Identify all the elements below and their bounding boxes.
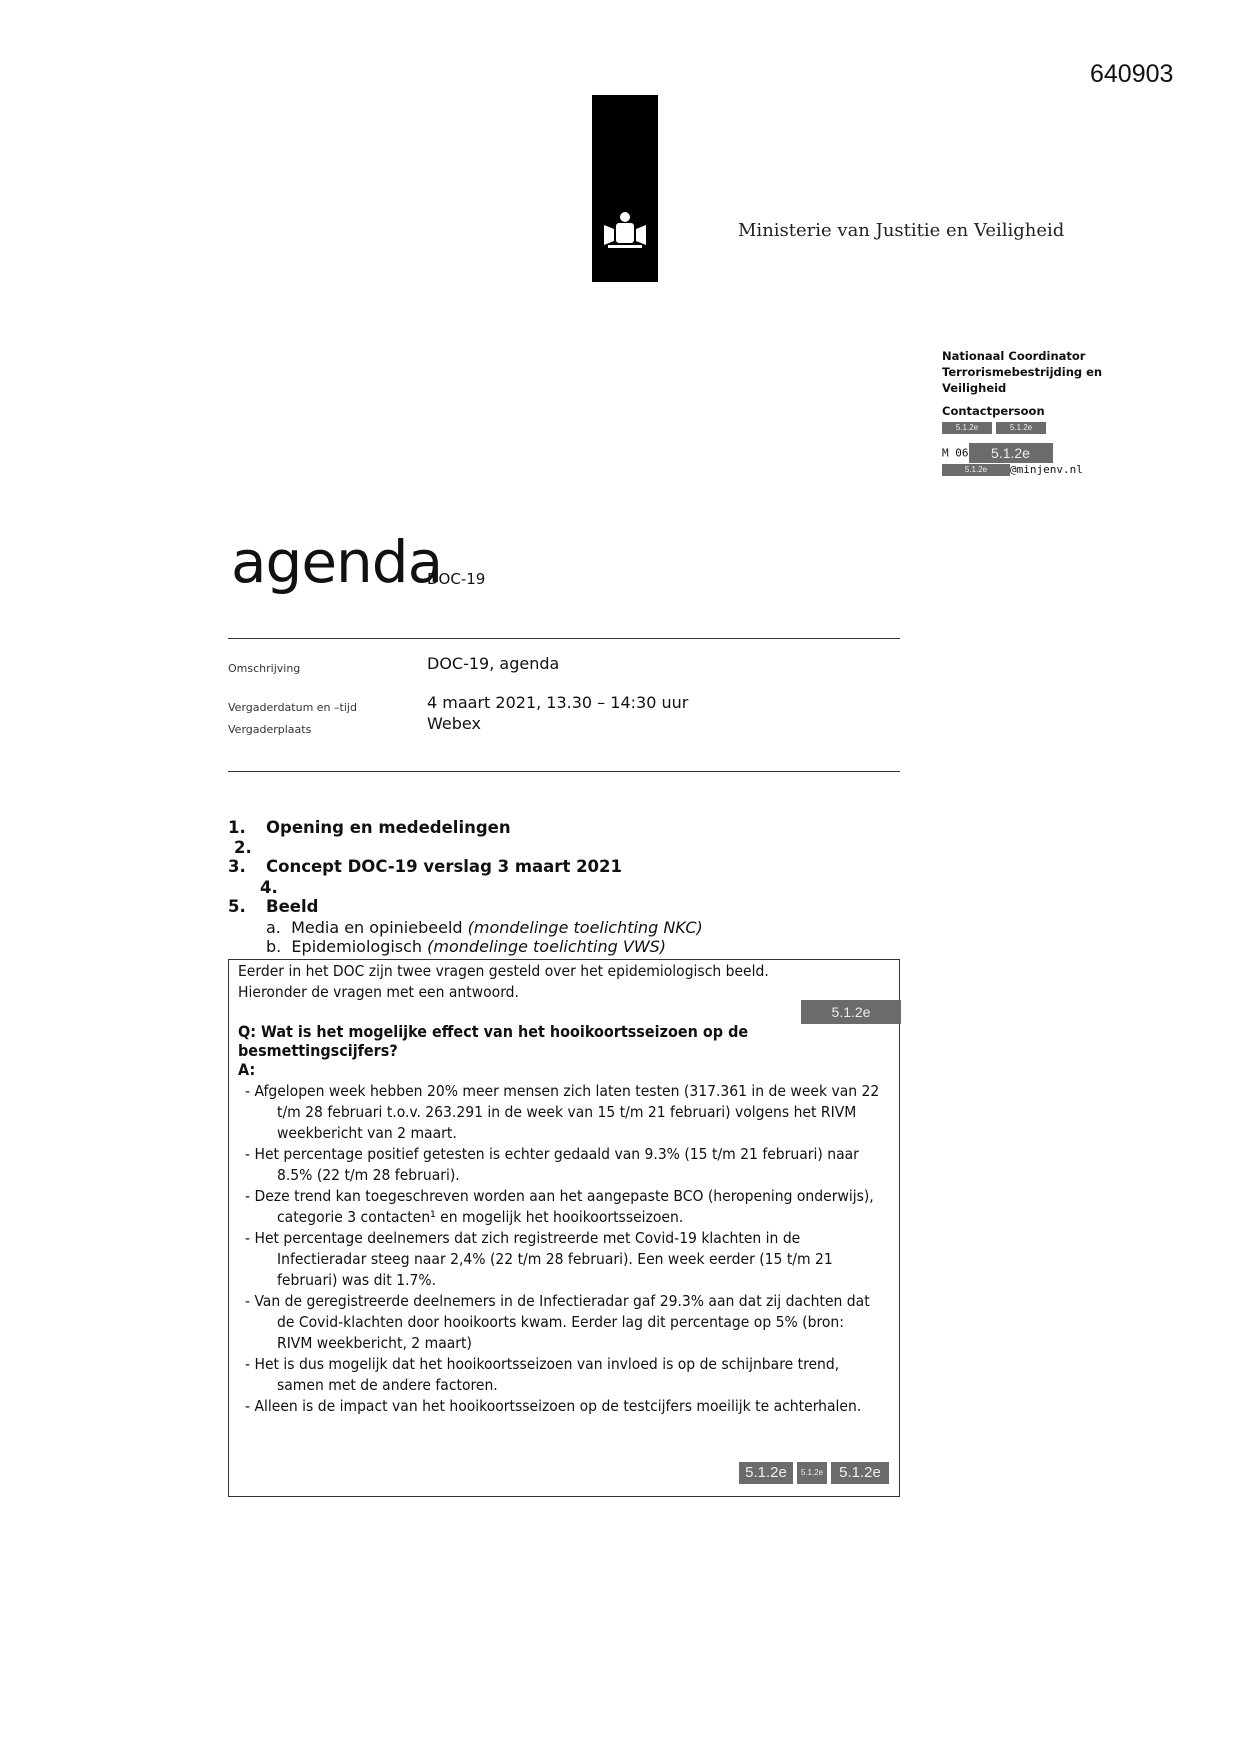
contact-label: Contactpersoon xyxy=(942,404,1045,418)
intro-text: Eerder in het DOC zijn twee vragen gesteld over het epidemiologisch beeld. xyxy=(238,962,769,980)
epidemiology-box xyxy=(228,959,900,1497)
sub-note: (mondelinge toelichting VWS) xyxy=(427,937,667,956)
agenda-item-2 xyxy=(234,838,252,857)
item-label: Beeld xyxy=(266,897,319,916)
answer-label: A: xyxy=(238,1060,256,1079)
question: Q: Wat is het mogelijke effect van het hooikoortsseizoen op de besmettingscijfers? xyxy=(238,1022,749,1060)
answer-bullet: - Het percentage deelnemers dat zich registreerde met Covid-19 klachten in de Infectieradar steeg naar 2,4% (22 t/m 28 februari). Een week eerder (15 t/m 21 februari) was dit 1.7%. xyxy=(245,1229,833,1289)
org-line: Nationaal Coordinator xyxy=(942,349,1086,363)
datum-value: 4 maart 2021, 13.30 – 14:30 uur xyxy=(427,693,689,712)
sub-item-a xyxy=(266,918,703,937)
phone-prefix: M 06 xyxy=(942,446,969,460)
item-number: 5. xyxy=(228,897,246,916)
item-label: Opening en mededelingen xyxy=(266,818,511,837)
answer-bullet: - Het is dus mogelijk dat het hooikoortsseizoen van invloed is op de schijnbare trend, samen met de andere factoren. xyxy=(245,1355,840,1394)
sub-letter: b. xyxy=(266,937,282,956)
intro-text: Hieronder de vragen met een antwoord. xyxy=(238,983,519,1001)
item-number: 4. xyxy=(260,878,278,897)
redaction: 5.1.2e xyxy=(942,422,992,434)
item-label: Concept DOC-19 verslag 3 maart 2021 xyxy=(266,857,622,876)
omschrijving-label: Omschrijving xyxy=(228,662,301,675)
omschrijving-value: DOC-19, agenda xyxy=(427,654,560,673)
contact-block xyxy=(942,348,1102,478)
answer-bullet: - Het percentage positief getesten is echter gedaald van 9.3% (15 t/m 21 februari) naar 8.5% (22 t/m 28 februari). xyxy=(245,1145,859,1184)
plaats-value: Webex xyxy=(427,714,481,733)
org-line: Veiligheid xyxy=(942,381,1007,395)
coat-of-arms-icon xyxy=(592,95,658,282)
divider xyxy=(228,771,900,772)
divider xyxy=(228,638,900,639)
redaction: 5.1.2e xyxy=(942,464,1010,476)
sub-letter: a. xyxy=(266,918,281,937)
redaction: 5.1.2e xyxy=(801,1000,901,1024)
agenda-item-1 xyxy=(228,818,511,837)
ministry-name: Ministerie van Justitie en Veiligheid xyxy=(738,220,1065,241)
datum-label: Vergaderdatum en –tijd xyxy=(228,701,357,714)
page-title: agenda xyxy=(231,528,443,596)
item-number: 3. xyxy=(228,857,246,876)
org-line: Terrorismebestrijding en xyxy=(942,365,1103,379)
agenda-item-3 xyxy=(228,857,622,876)
agenda-item-5 xyxy=(228,897,319,916)
redaction: 5.1.2e xyxy=(996,422,1046,434)
answer-bullet: - Deze trend kan toegeschreven worden aan het aangepaste BCO (heropening onderwijs), categorie 3 contacten¹ en mogelijk het hooikoortsseizoen. xyxy=(245,1187,874,1226)
plaats-label: Vergaderplaats xyxy=(228,723,312,736)
sub-text: Media en opiniebeeld xyxy=(291,918,468,937)
page-subtitle: DOC-19 xyxy=(427,570,486,588)
redaction: 5.1.2e xyxy=(969,443,1053,463)
answer-bullet: - Afgelopen week hebben 20% meer mensen zich laten testen (317.361 in de week van 22 t/m 28 februari t.o.v. 263.291 in de week van 15 t/m 21 februari) volgens het RIVM weekbericht van 2 maart. xyxy=(245,1082,880,1142)
redaction: 5.1.2e xyxy=(739,1462,793,1484)
sub-note: (mondelinge toelichting NKC) xyxy=(467,918,703,937)
government-logo xyxy=(592,95,658,282)
sub-item-b xyxy=(266,937,666,956)
redaction: 5.1.2e xyxy=(797,1462,827,1484)
answer-bullet: - Van de geregistreerde deelnemers in de Infectieradar gaf 29.3% aan dat zij dachten dat de Covid-klachten door hooikoorts kwam. Eerder lag dit percentage op 5% (bron: RIVM weekbericht, 2 maart) xyxy=(245,1292,870,1352)
email-suffix: @minjenv.nl xyxy=(1010,463,1083,476)
sub-text: Epidemiologisch xyxy=(291,937,428,956)
document-number: 640903 xyxy=(1090,60,1174,88)
item-number: 2. xyxy=(234,838,252,857)
item-number: 1. xyxy=(228,818,246,837)
agenda-item-4 xyxy=(260,878,278,897)
redaction: 5.1.2e xyxy=(831,1462,889,1484)
answer-bullet: - Alleen is de impact van het hooikoortsseizoen op de testcijfers moeilijk te achterhalen. xyxy=(245,1397,862,1415)
